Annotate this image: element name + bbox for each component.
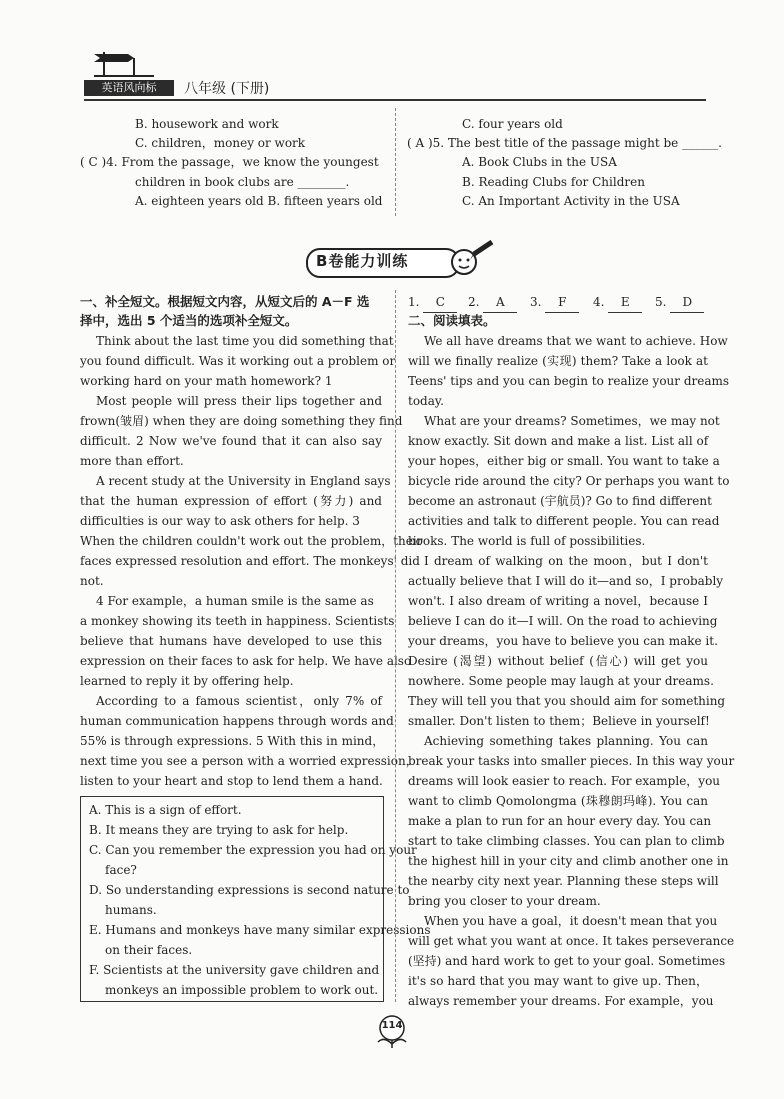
passage-line: make a plan to run for an hour every day. You can	[408, 814, 712, 828]
passage-line: I dream of walking on the moon，but I don't	[424, 554, 708, 568]
top-left-line: children in book clubs are ________.	[135, 175, 350, 189]
pencil-face-icon	[446, 240, 496, 280]
answer-value: F	[545, 292, 579, 313]
passage-line: faces expressed resolution and effort. The monkeys' did	[80, 554, 420, 568]
header-logo	[84, 46, 174, 98]
option-line: monkeys an impossible problem to work out.	[105, 983, 379, 997]
passage-line: bicycle ride around the city? Or perhaps you want to	[408, 474, 730, 488]
passage-line: break your tasks into smaller pieces. In this way your	[408, 754, 735, 768]
passage-line: difficult. 2 Now we've found that it can also say	[80, 434, 382, 448]
page-number-badge	[372, 1014, 412, 1050]
passage-line: will get what you want at once. It takes perseverance	[408, 934, 735, 948]
passage-line: nowhere. Some people may laugh at your dreams.	[408, 674, 714, 688]
passage-line: want to climb Qomolongma (珠穆朗玛峰). You can	[408, 794, 708, 808]
option-line: B. It means they are trying to ask for help.	[89, 823, 349, 837]
passage-line: A recent study at the University in England says	[96, 474, 391, 488]
top-left-line: ( C )4. From the passage，we know the youngest	[80, 155, 379, 169]
passage-line: learned to reply it by offering help.	[80, 674, 294, 688]
top-right-line: C. An Important Activity in the USA	[462, 194, 680, 208]
passage-line: frown(皱眉) when they are doing something they find	[80, 414, 403, 428]
option-line: F. Scientists at the university gave children and	[89, 963, 380, 977]
answer-item	[593, 292, 642, 313]
passage-line: know exactly. Sit down and make a list. List all of	[408, 434, 709, 448]
passage-line: it's so hard that you may want to give up. Then，	[408, 974, 708, 988]
answer-value: C	[423, 292, 457, 313]
passage-line: We all have dreams that we want to achieve. How	[424, 334, 728, 348]
column-divider	[395, 108, 396, 216]
top-right-line: A. Book Clubs in the USA	[462, 155, 617, 169]
passage-line: won't. I also dream of writing a novel，because I	[408, 594, 708, 608]
passage-line: always remember your dreams. For example，you	[408, 994, 714, 1008]
option-line: on their faces.	[105, 943, 193, 957]
passage-line: Teens' tips and you can begin to realize your dreams	[408, 374, 730, 388]
section-banner	[296, 240, 496, 280]
passage-line: 55% is through expressions. 5 With this in mind，	[80, 734, 385, 748]
answer-number: 3.	[530, 295, 542, 309]
passage-line: believe that humans have developed to use this	[80, 634, 382, 648]
answer-value: D	[670, 292, 704, 313]
passage-line: your dreams，you have to believe you can make it.	[408, 634, 718, 648]
passage-line: Most people will press their lips together and	[96, 394, 382, 408]
option-line: E. Humans and monkeys have many similar expressions	[89, 923, 431, 937]
passage-line: the highest hill in your city and climb another one in	[408, 854, 729, 868]
passage-line: When you have a goal，it doesn't mean that you	[424, 914, 718, 928]
weathervane-icon	[84, 46, 174, 80]
passage-line: human communication happens through words and	[80, 714, 394, 728]
answer-value: A	[483, 292, 517, 313]
top-left-line: A. eighteen years old B. fifteen years old	[135, 194, 383, 208]
passage-line: According to a famous scientist，only 7% of	[96, 694, 382, 708]
passage-line: not.	[80, 574, 104, 588]
passage-line: Think about the last time you did something that	[96, 334, 394, 348]
passage-line: believe I can do it—I will. On the road to achieving	[408, 614, 718, 628]
answer-number: 2.	[468, 295, 480, 309]
answer-item	[530, 292, 579, 313]
top-right-line: B. Reading Clubs for Children	[462, 175, 645, 189]
passage-line: start to take climbing classes. You can plan to climb	[408, 834, 725, 848]
top-right-line: C. four years old	[462, 117, 563, 131]
top-left-line: C. children，money or work	[135, 136, 306, 150]
passage-line: a monkey showing its teeth in happiness. Scientists	[80, 614, 395, 628]
passage-line: Achieving something takes planning. You can	[424, 734, 708, 748]
page-number: 114	[381, 1020, 403, 1031]
logo-label: 英语风向标	[84, 80, 174, 96]
answer-item	[408, 292, 457, 313]
passage-line: (坚持) and hard work to get to your goal. Sometimes	[408, 954, 726, 968]
header-rule	[84, 99, 706, 101]
passage-line: Desire (渴望) without belief (信心) will get you	[408, 654, 708, 668]
passage-line: smaller. Don't listen to them；Believe in yourself!	[408, 714, 710, 728]
passage-line: that the human expression of effort (努力) and	[80, 494, 382, 508]
passage-line: When the children couldn't work out the problem，their	[80, 534, 423, 548]
passage-line: you found difficult. Was it working out a problem or	[80, 354, 396, 368]
passage-line: activities and talk to different people. You can read	[408, 514, 720, 528]
column-divider	[395, 290, 396, 1002]
top-left-line: B. housework and work	[135, 117, 279, 131]
options-box	[80, 796, 431, 1002]
option-line: face?	[105, 863, 137, 877]
section1-heading: 择中，选出 5 个适当的选项补全短文。	[80, 313, 298, 328]
passage-line: bring you closer to your dream.	[408, 894, 601, 908]
passage-line: difficulties is our way to ask others for help. 3	[80, 514, 360, 528]
option-line: C. Can you remember the expression you had on your	[89, 843, 417, 857]
passage-line: What are your dreams? Sometimes，we may not	[424, 414, 720, 428]
section1-heading: 一、补全短文。根据短文内容，从短文后的 A－F 选	[80, 294, 370, 309]
passage-line: books. The world is full of possibilities.	[408, 534, 646, 548]
option-line: D. So understanding expressions is second nature to	[89, 883, 410, 897]
answer-number: 1.	[408, 295, 420, 309]
passage-line: dreams will look easier to reach. For example，you	[408, 774, 721, 788]
answer-number: 5.	[655, 295, 667, 309]
passage-line: They will tell you that you should aim for something	[408, 694, 726, 708]
passage-line: the nearby city next year. Planning these steps will	[408, 874, 719, 888]
passage-line: more than effort.	[80, 454, 184, 468]
passage-line: listen to your heart and stop to lend them a hand.	[80, 774, 383, 788]
grade-title: 八年级 (下册)	[184, 81, 270, 97]
answer-number: 4.	[593, 295, 605, 309]
passage-line: actually believe that I will do it—and so，I probably	[408, 574, 724, 588]
answer-value: E	[608, 292, 642, 313]
banner-title: B卷能力训练	[316, 252, 409, 270]
passage-line: become an astronaut (宇航员)? Go to find different	[408, 494, 712, 508]
top-right-line: ( A )5. The best title of the passage might be ______.	[407, 136, 722, 150]
passage-line: 4 For example，a human smile is the same as	[96, 594, 374, 608]
section2-heading: 二、阅读填表。	[408, 313, 496, 328]
answer-item	[468, 292, 517, 313]
passage-line: next time you see a person with a worried expression，	[80, 754, 418, 768]
option-line: humans.	[105, 903, 157, 917]
answer-item	[655, 292, 704, 313]
passage-line: will we finally realize (实现) them? Take a look at	[408, 354, 708, 368]
passage-line: today.	[408, 394, 444, 408]
passage-line: working hard on your math homework? 1	[80, 374, 333, 388]
passage-line: your hopes，either big or small. You want to take a	[408, 454, 720, 468]
passage-line: expression on their faces to ask for help. We have also	[80, 654, 412, 668]
option-line: A. This is a sign of effort.	[89, 803, 242, 817]
